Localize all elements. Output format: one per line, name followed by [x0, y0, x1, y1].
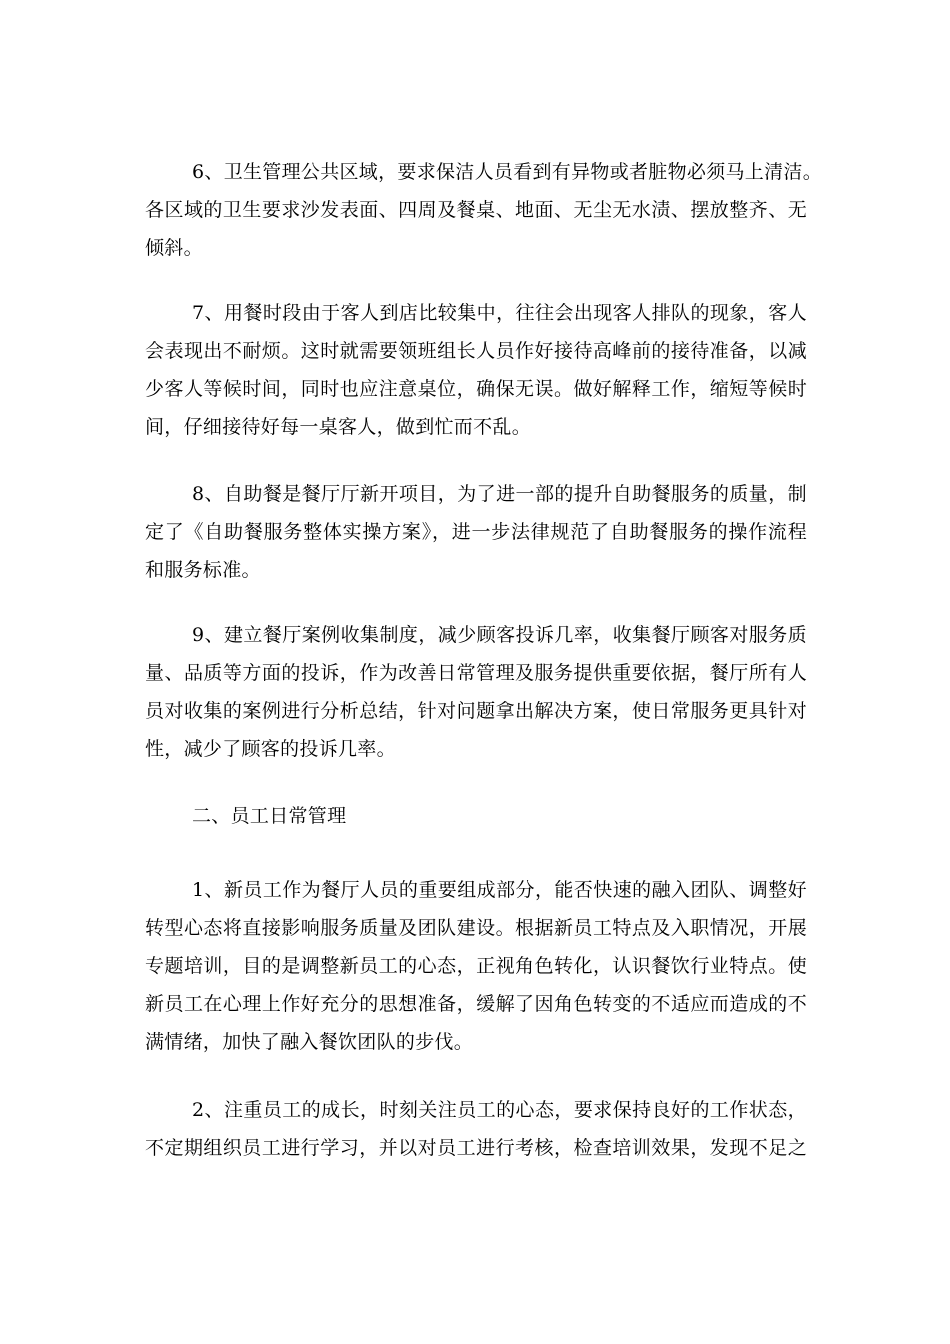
- paragraph-hygiene-management: [145, 153, 822, 267]
- paragraph-line: 不定期组织员工进行学习，并以对员工进行考核，检查培训效果，发现不足之: [145, 1137, 807, 1159]
- paragraph-line: 1、新员工作为餐厅人员的重要组成部分，能否快速的融入团队、调整好: [192, 879, 807, 901]
- paragraph-line: 满情绪，加快了融入餐饮团队的步伐。: [145, 1031, 474, 1053]
- paragraph-line: 少客人等候时间，同时也应注意桌位，确保无误。做好解释工作，缩短等候时: [145, 378, 807, 400]
- paragraph-line: 9、建立餐厅案例收集制度，减少顾客投诉几率，收集餐厅顾客对服务质: [192, 624, 807, 646]
- paragraph-line: 7、用餐时段由于客人到店比较集中，往往会出现客人排队的现象，客人: [192, 302, 807, 324]
- paragraph-new-staff: [145, 871, 807, 1061]
- paragraph-staff-growth: [145, 1091, 807, 1167]
- paragraph-line: 间，仔细接待好每一桌客人，做到忙而不乱。: [145, 416, 532, 438]
- paragraph-buffet: [145, 475, 807, 589]
- paragraph-line: 新员工在心理上作好充分的思想准备，缓解了因角色转变的不适应而造成的不: [145, 993, 807, 1015]
- paragraph-line: 转型心态将直接影响服务质量及团队建设。根据新员工特点及入职情况，开展: [145, 917, 807, 939]
- paragraph-line: 8、自助餐是餐厅厅新开项目，为了进一部的提升自助餐服务的质量，制: [192, 483, 807, 505]
- paragraph-line: 和服务标准。: [145, 559, 261, 581]
- paragraph-line: 性，减少了顾客的投诉几率。: [145, 738, 396, 760]
- paragraph-case-collection: [145, 616, 807, 768]
- paragraph-line: 量、品质等方面的投诉，作为改善日常管理及服务提供重要依据，餐厅所有人: [145, 662, 807, 684]
- paragraph-line: 会表现出不耐烦。这时就需要领班组长人员作好接待高峰前的接待准备，以减: [145, 340, 807, 362]
- paragraph-line: 倾斜。: [145, 237, 203, 259]
- paragraph-line: 各区域的卫生要求沙发表面、四周及餐桌、地面、无尘无水渍、摆放整齐、无: [145, 199, 807, 221]
- paragraph-line: 员对收集的案例进行分析总结，针对问题拿出解决方案，使日常服务更具针对: [145, 700, 807, 722]
- paragraph-peak-dining: [145, 294, 807, 446]
- section-heading-text: 二、员工日常管理: [192, 805, 347, 827]
- paragraph-line: 定了《自助餐服务整体实操方案》，进一步法律规范了自助餐服务的操作流程: [145, 521, 807, 543]
- paragraph-line: 2、注重员工的成长，时刻关注员工的心态，要求保持良好的工作状态，: [192, 1099, 807, 1121]
- paragraph-line: 专题培训，目的是调整新员工的心态，正视角色转化，认识餐饮行业特点。使: [145, 955, 807, 977]
- section-heading-staff-management: [145, 797, 807, 835]
- paragraph-line: 6、卫生管理公共区域，要求保洁人员看到有异物或者脏物必须马上清洁。: [192, 161, 822, 183]
